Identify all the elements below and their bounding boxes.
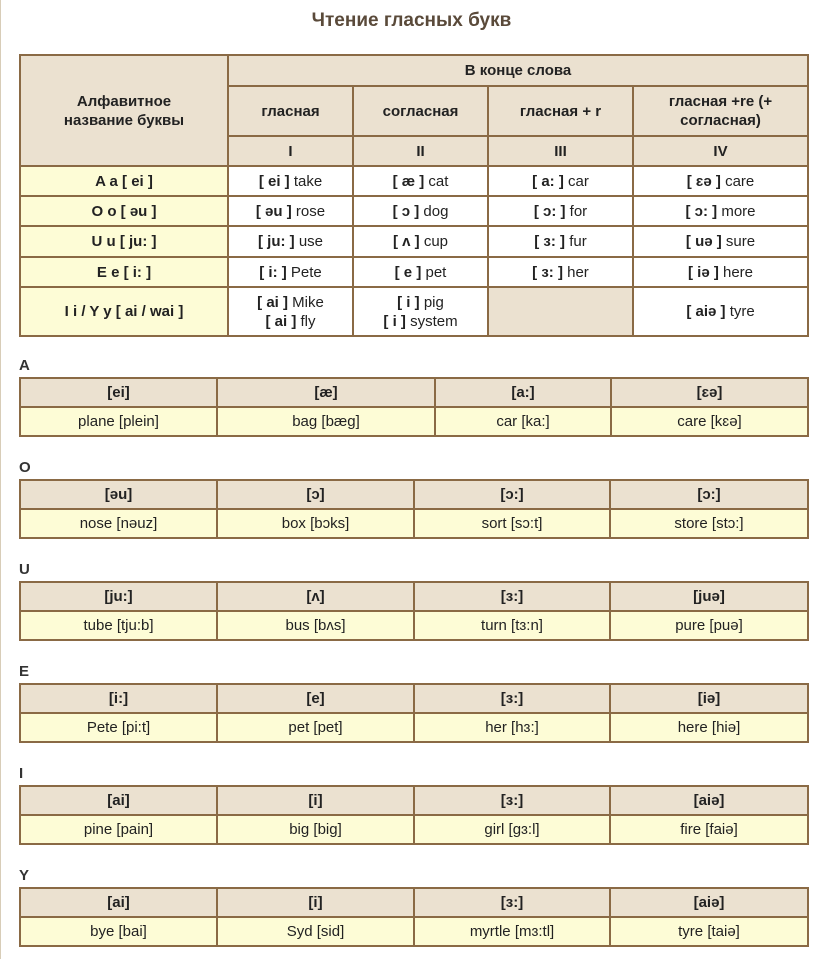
example-cell: [488, 226, 633, 257]
transcription: [ ɔ: ]: [685, 202, 718, 220]
example-line: [634, 263, 807, 282]
sound-header: [ai]: [20, 888, 217, 917]
example-word-cell: bye [bai]: [20, 917, 217, 946]
example-word-cell: pure [puə]: [610, 611, 808, 640]
sound-header: [ju:]: [20, 582, 217, 611]
example-word-cell: fire [faiə]: [610, 815, 808, 844]
sound-header: [i]: [217, 786, 414, 815]
example-line: [354, 172, 487, 191]
column-header: гласная: [228, 86, 353, 136]
section-table: [19, 377, 809, 437]
example-line: [229, 172, 352, 191]
column-header: гласная + r: [488, 86, 633, 136]
sound-header: [ɔ:]: [610, 480, 808, 509]
transcription: [ ɜ: ]: [532, 263, 563, 281]
transcription: [ ʌ ]: [392, 233, 420, 250]
example-word-cell: Syd [sid]: [217, 917, 414, 946]
example-cell: [633, 257, 808, 287]
example-cell: [488, 257, 633, 287]
example-word-cell: tyre [taiə]: [610, 917, 808, 946]
sound-header: [ʌ]: [217, 582, 414, 611]
sound-header: [e]: [217, 684, 414, 713]
transcription: [ ei ]: [258, 172, 290, 190]
example-line: [634, 172, 807, 191]
example-word: fly: [300, 312, 316, 330]
vowel-reading-table: [19, 54, 809, 337]
transcription: [ ai ]: [265, 312, 297, 330]
section-label: O: [19, 459, 31, 476]
example-word: dog: [423, 202, 449, 220]
example-cell: [633, 226, 808, 257]
example-word: sure: [725, 233, 756, 250]
example-word-cell: tube [tju:b]: [20, 611, 217, 640]
section-label: E: [19, 663, 30, 680]
table-row: [20, 509, 808, 538]
example-line: [634, 302, 807, 321]
example-line: [634, 232, 807, 251]
transcription: [ iə ]: [687, 263, 719, 281]
example-word: car: [568, 172, 589, 190]
section-label: I: [19, 765, 24, 782]
column-number: II: [353, 136, 488, 166]
sound-header: [aiə]: [610, 888, 808, 917]
example-cell: [228, 226, 353, 257]
example-word: tyre: [729, 303, 755, 320]
page-left-border: [0, 0, 1, 959]
table-row: [20, 713, 808, 742]
table-row: [20, 917, 808, 946]
table-row: [20, 786, 808, 815]
example-line: [634, 202, 807, 221]
example-cell: [633, 166, 808, 196]
sound-header: [ɛə]: [611, 378, 808, 407]
end-of-word-header: В конце слова: [228, 55, 808, 86]
section-table: [19, 581, 809, 641]
column-number: III: [488, 136, 633, 166]
transcription: [ ɜ: ]: [534, 233, 566, 250]
transcription: [ ju: ]: [257, 233, 295, 250]
sound-header: [ɔ:]: [414, 480, 610, 509]
example-line: [489, 263, 632, 282]
example-line: [354, 202, 487, 221]
sound-header: [juə]: [610, 582, 808, 611]
example-line: [229, 202, 352, 221]
table-row: [20, 226, 808, 257]
sound-header: [i]: [217, 888, 414, 917]
letter-name-cell: U u [ ju: ]: [20, 226, 228, 257]
example-word: rose: [295, 202, 326, 220]
transcription: [ ai ]: [257, 293, 288, 311]
example-word-cell: pine [pain]: [20, 815, 217, 844]
main-table-body: [20, 166, 808, 336]
example-word-cell: turn [tɜ:n]: [414, 611, 610, 640]
section-table: [19, 887, 809, 947]
example-word: cup: [423, 233, 449, 250]
example-cell: [353, 196, 488, 226]
example-word-cell: bus [bʌs]: [217, 611, 414, 640]
example-word-cell: girl [gɜ:l]: [414, 815, 610, 844]
example-word: for: [569, 202, 588, 220]
section-table: [19, 683, 809, 743]
example-word: take: [293, 172, 323, 190]
transcription: [ ɛə ]: [686, 172, 721, 190]
sound-header: [ɜ:]: [414, 888, 610, 917]
example-word-cell: plane [plein]: [20, 407, 217, 436]
section-label: A: [19, 357, 30, 374]
table-row: [20, 166, 808, 196]
table-row: [20, 480, 808, 509]
table-row: [20, 611, 808, 640]
transcription: [ əu ]: [255, 202, 292, 220]
transcription: [ a: ]: [532, 172, 564, 190]
example-word-cell: Pete [pi:t]: [20, 713, 217, 742]
column-number: IV: [633, 136, 808, 166]
sound-header: [ɔ]: [217, 480, 414, 509]
column-header: согласная: [353, 86, 488, 136]
example-word-cell: store [stɔ:]: [610, 509, 808, 538]
example-word-cell: sort [sɔ:t]: [414, 509, 610, 538]
example-word: Pete: [290, 263, 322, 281]
example-line: [354, 312, 487, 331]
example-line: [229, 293, 352, 312]
example-word: more: [721, 202, 756, 220]
example-cell: [488, 196, 633, 226]
letter-name-cell: E e [ i: ]: [20, 257, 228, 287]
transcription: [ ɔ: ]: [533, 202, 566, 220]
example-line: [354, 232, 487, 251]
example-word-cell: bag [bæg]: [217, 407, 435, 436]
section-table: [19, 785, 809, 845]
example-cell: [228, 257, 353, 287]
table-row: [20, 407, 808, 436]
example-word: care: [725, 172, 755, 190]
example-line: [489, 232, 632, 251]
table-row: [20, 888, 808, 917]
example-cell: [353, 257, 488, 287]
example-line: [229, 232, 352, 251]
example-word-cell: myrtle [mɜ:tl]: [414, 917, 610, 946]
table-row: [20, 287, 808, 336]
sound-header: [ei]: [20, 378, 217, 407]
example-cell: [353, 166, 488, 196]
section-label: Y: [19, 867, 30, 884]
example-cell: [633, 196, 808, 226]
sound-header: [a:]: [435, 378, 611, 407]
example-line: [489, 202, 632, 221]
sound-header: [iə]: [610, 684, 808, 713]
example-cell: [228, 196, 353, 226]
transcription: [ e ]: [394, 263, 422, 281]
example-cell: [353, 226, 488, 257]
transcription: [ i ]: [397, 293, 420, 311]
example-word-cell: care [kɛə]: [611, 407, 808, 436]
transcription: [ æ ]: [392, 172, 425, 190]
letter-name-cell: A a [ ei ]: [20, 166, 228, 196]
sound-header: [əu]: [20, 480, 217, 509]
section-table: [19, 479, 809, 539]
example-line: [489, 172, 632, 191]
example-word-cell: her [hɜ:]: [414, 713, 610, 742]
transcription: [ aiə ]: [686, 303, 726, 320]
example-word: her: [567, 263, 589, 281]
page-title: Чтение гласных букв: [311, 10, 512, 31]
table-row: [20, 684, 808, 713]
sound-header: [ai]: [20, 786, 217, 815]
letter-name-cell: I i / Y y [ ai / wai ]: [20, 287, 228, 336]
example-word: here: [723, 263, 754, 281]
table-row: [20, 815, 808, 844]
example-cell: [228, 166, 353, 196]
example-line: [229, 312, 352, 331]
example-word: cat: [428, 172, 449, 190]
example-word-cell: here [hiə]: [610, 713, 808, 742]
example-cell: [488, 166, 633, 196]
transcription: [ ɔ ]: [392, 202, 420, 220]
example-word-cell: car [ka:]: [435, 407, 611, 436]
letter-name-cell: O o [ əu ]: [20, 196, 228, 226]
example-word: use: [298, 233, 323, 250]
transcription: [ i ]: [383, 312, 406, 330]
example-cell: [353, 287, 488, 336]
example-word: pet: [425, 263, 447, 281]
table-row: [20, 257, 808, 287]
sound-header: [ɜ:]: [414, 582, 610, 611]
table-row: [20, 196, 808, 226]
example-word-cell: big [big]: [217, 815, 414, 844]
empty-cell: [488, 287, 633, 336]
example-word: Mike: [292, 293, 324, 311]
column-header: гласная +re (+ согласная): [633, 86, 808, 136]
sound-header: [i:]: [20, 684, 217, 713]
transcription: [ i: ]: [259, 263, 287, 281]
example-word-cell: nose [nəuz]: [20, 509, 217, 538]
transcription: [ uə ]: [685, 233, 722, 250]
column-number: I: [228, 136, 353, 166]
table-row: [20, 378, 808, 407]
sound-header: [aiə]: [610, 786, 808, 815]
alphabet-name-header: Алфавитное название буквы: [20, 55, 228, 166]
example-word: system: [410, 312, 458, 330]
table-row: [20, 582, 808, 611]
example-word: pig: [423, 293, 444, 311]
example-line: [229, 263, 352, 282]
sound-header: [ɜ:]: [414, 786, 610, 815]
sound-header: [æ]: [217, 378, 435, 407]
example-line: [354, 293, 487, 312]
sound-header: [ɜ:]: [414, 684, 610, 713]
example-cell: [228, 287, 353, 336]
example-word-cell: box [bɔks]: [217, 509, 414, 538]
example-line: [354, 263, 487, 282]
example-word-cell: pet [pet]: [217, 713, 414, 742]
example-cell: [633, 287, 808, 336]
section-label: U: [19, 561, 30, 578]
example-word: fur: [569, 233, 587, 250]
